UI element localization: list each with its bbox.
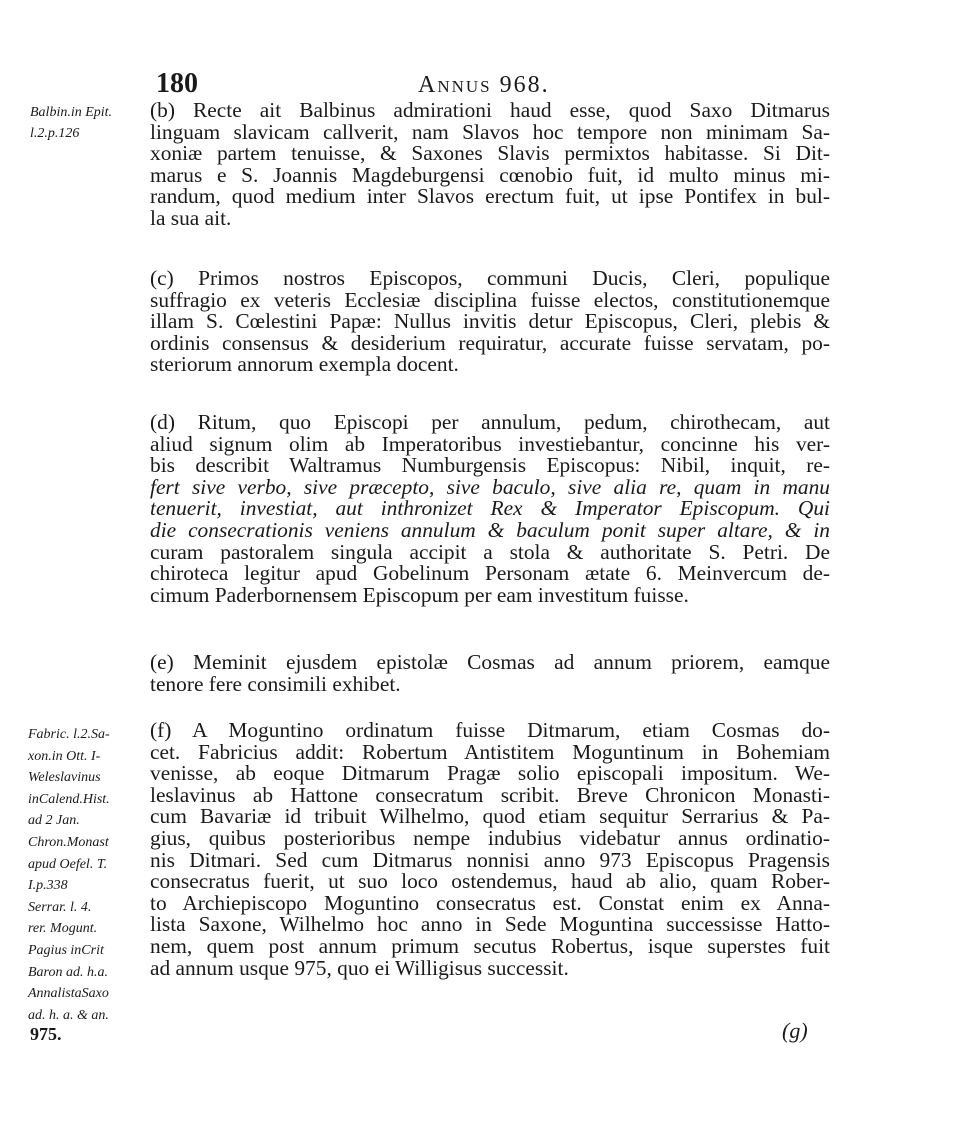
- margin-note-line: Chron.Monast: [28, 834, 109, 850]
- text-line: suffragio ex veteris Ecclesiæ disciplina fuisse electos, constitutionemque: [150, 287, 830, 312]
- text-line: curam pastoralem singula accipit a stola & authoritate S. Petri. De: [150, 539, 830, 564]
- text-line: cet. Fabricius addit: Robertum Antistitem Moguntinum in Bohemiam: [150, 739, 830, 764]
- text-line: la sua ait.: [150, 205, 232, 230]
- page-number: 180: [156, 68, 198, 99]
- text-line: (e) Meminit ejusdem epistolæ Cosmas ad annum priorem, eamque: [150, 650, 830, 674]
- text-line: consecratus fuerit, ut suo loco ostendemus, haud ab alio, quam Rober-: [150, 869, 830, 894]
- footnote-b: [150, 100, 830, 230]
- text-line: to Archiepiscopo Moguntino consecratus est. Constat enim ex Anna-: [150, 890, 830, 915]
- footnote-d: [150, 412, 830, 606]
- text-line: (f) A Moguntino ordinatum fuisse Ditmarum, etiam Cosmas do-: [150, 718, 830, 742]
- text-line: tenuerit, investiat, aut inthronizet Rex & Imperator Episcopum. Qui: [150, 496, 830, 521]
- margin-note-line: ad 2 Jan.: [28, 813, 80, 829]
- margin-note-line: l.2.p.126: [30, 126, 80, 141]
- signature-mark: (g): [782, 1018, 808, 1043]
- running-head: Annus 968.: [418, 72, 550, 98]
- text-line: nis Ditmari. Sed cum Ditmarus nonnisi anno 973 Episcopus Pragensis: [150, 847, 830, 872]
- text-line: (b) Recte ait Balbinus admirationi haud esse, quod Saxo Ditmarus: [150, 98, 830, 122]
- margin-note-line: Baron ad. h.a.: [28, 964, 108, 980]
- text-line: xoniæ partem tenuisse, & Saxones Slavis permixtos habitasse. Si Dit-: [150, 141, 830, 166]
- margin-note-line: xon.in Ott. I-: [28, 748, 101, 764]
- text-line: randum, quod medium inter Slavos erectum fuit, ut ipse Pontifex in bul-: [150, 184, 830, 209]
- margin-note-line: inCalend.Hist.: [28, 791, 110, 807]
- margin-note-line: Pagius inCrit: [28, 942, 104, 958]
- text-line: cimum Paderbornensem Episcopum per eam investitum fuisse.: [150, 582, 689, 607]
- text-line: (c) Primos nostros Episcopos, communi Ducis, Cleri, populique: [150, 266, 830, 290]
- text-line: steriorum annorum exempla docent.: [150, 352, 459, 377]
- margin-note-line: AnnalistaSaxo: [28, 986, 109, 1002]
- text-line: linguam slavicam callverit, nam Slavos hoc tempore non minimam Sa-: [150, 119, 830, 144]
- footnote-c: [150, 268, 830, 376]
- margin-note-line: Serrar. l. 4.: [28, 899, 92, 915]
- text-line: venisse, ab eoque Ditmarum Pragæ solio episcopali impositum. We-: [150, 761, 830, 786]
- page-header: [0, 62, 960, 102]
- margin-note-line: Fabric. l.2.Sa-: [28, 727, 110, 742]
- text-line: bis describit Waltramus Numburgensis Episcopus: Nibil, inquit, re-: [150, 453, 830, 478]
- text-line: nem, quem post annum primum secutus Robertus, isque superstes fuit: [150, 933, 830, 958]
- text-line: cum Bavariæ id tribuit Wilhelmo, quod etiam sequitur Serrarius & Pa-: [150, 804, 830, 829]
- footnote-e: [150, 652, 830, 695]
- text-line: fert sive verbo, sive præcepto, sive baculo, sive alia re, quam in manu: [150, 474, 830, 499]
- text-line: ad annum usque 975, quo ei Willigisus successit.: [150, 955, 569, 980]
- margin-note-line: ad. h. a. & an.: [28, 1007, 109, 1023]
- text-line: lista Saxone, Wilhelmo hoc anno in Sede Moguntina successisse Hatto-: [150, 912, 830, 937]
- margin-note-top: [30, 102, 112, 144]
- text-line: chiroteca legitur apud Gobelinum Personam ætate 6. Meinvercum de-: [150, 561, 830, 586]
- text-line: (d) Ritum, quo Episcopi per annulum, pedum, chirothecam, aut: [150, 410, 830, 434]
- margin-note-line: apud Oefel. T.: [28, 856, 108, 872]
- margin-note-line: Weleslavinus: [28, 770, 101, 786]
- footnote-f: [150, 720, 830, 979]
- text-line: illam S. Cœlestini Papæ: Nullus invitis detur Episcopus, Cleri, plebis &: [150, 309, 830, 334]
- margin-catchword: 975.: [30, 1024, 62, 1044]
- text-line: die consecrationis veniens annulum & baculum ponit super altare, & in: [150, 517, 830, 542]
- text-line: gius, quibus posterioribus nempe indubius videbatur annus ordinatio-: [150, 825, 830, 850]
- margin-note-line: rer. Mogunt.: [28, 921, 98, 937]
- margin-note-line: I.p.338: [28, 878, 68, 894]
- margin-note-line: Balbin.in Epit.: [30, 105, 113, 120]
- text-line: ordinis consensus & desiderium requiratur, accurate fuisse servatam, po-: [150, 330, 830, 355]
- text-line: tenore fere consimili exhibet.: [150, 671, 401, 696]
- margin-note-left: [28, 724, 152, 1026]
- text-line: aliud signum olim ab Imperatoribus investiebantur, concinne his ver-: [150, 431, 830, 456]
- text-line: marus e S. Joannis Magdeburgensi cœnobio fuit, id multo minus mi-: [150, 162, 830, 187]
- text-line: leslavinus ab Hattone consecratum scribit. Breve Chronicon Monasti-: [150, 782, 830, 807]
